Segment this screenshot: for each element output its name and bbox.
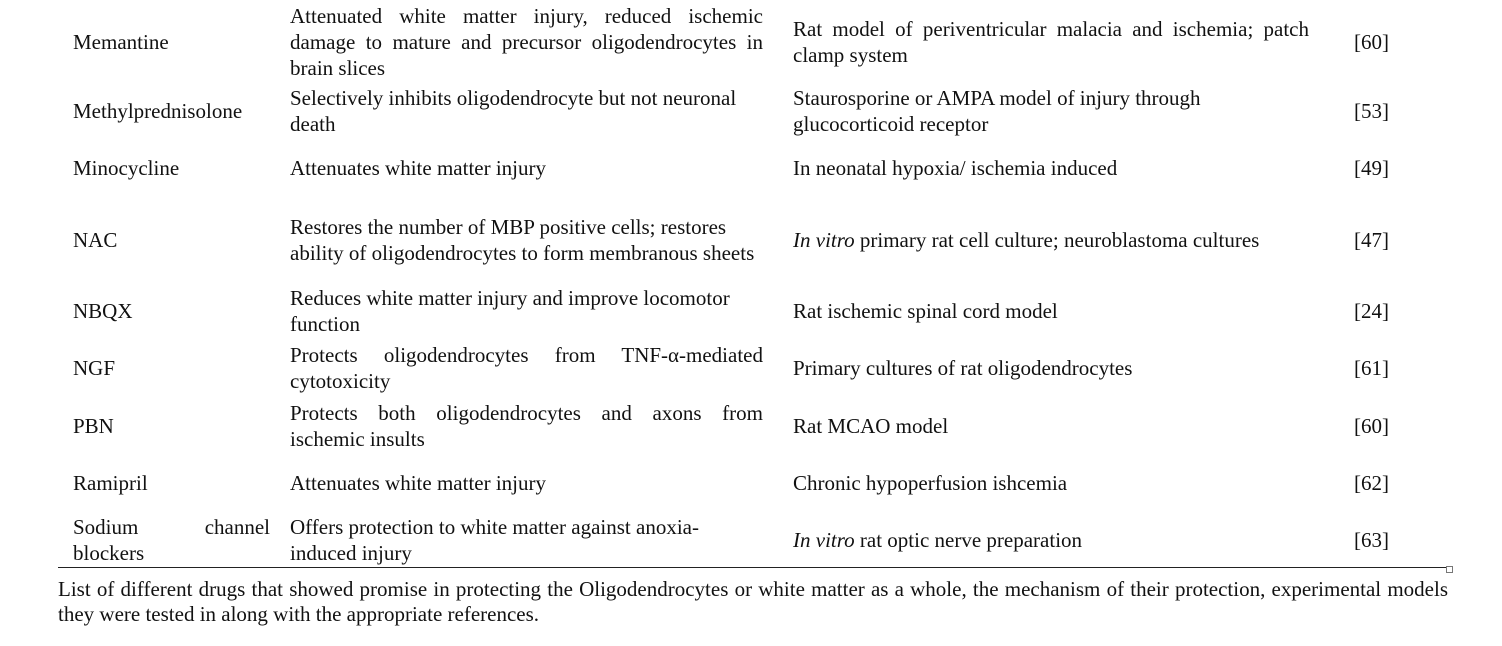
table-row (58, 454, 1448, 511)
drug-name: NBQX (73, 299, 133, 323)
drug-name: NGF (73, 356, 116, 380)
reference-cell: [60] (1354, 29, 1389, 54)
model-cell (791, 397, 1349, 454)
table-row (58, 139, 1448, 196)
drug-name: Memantine (73, 29, 169, 54)
table-row (58, 0, 1448, 83)
table-end-marker (1446, 566, 1453, 573)
table-row (58, 397, 1448, 454)
model-text: primary rat cell culture; neuroblastoma cultures (854, 227, 1260, 252)
model-text: Rat ischemic spinal cord model (793, 299, 1058, 323)
model-italic: In vitro (793, 227, 855, 252)
drug-name: NAC (73, 227, 118, 252)
model-cell (791, 511, 1349, 568)
drug-table (58, 0, 1448, 568)
mechanism-cell: Protects oligodendrocytes from TNF-α-mediated cytotoxicity (290, 343, 763, 393)
mechanism-cell: Restores the number of MBP positive cells; restores ability of oligodendrocytes to form membranous sheets (290, 214, 755, 265)
table-row (58, 511, 1448, 568)
reference-cell: [47] (1354, 227, 1389, 252)
model-italic: In vitro (793, 527, 855, 552)
table-bottom-rule (58, 567, 1450, 568)
drug-name: Ramipril (73, 470, 148, 495)
model-text: Staurosporine or AMPA model of injury through glucocorticoid receptor (793, 86, 1201, 136)
mechanism-cell: Selectively inhibits oligodendrocyte but not neuronal death (290, 86, 737, 136)
model-cell (791, 339, 1349, 397)
drug-name: PBN (73, 413, 114, 438)
reference-cell: [49] (1354, 155, 1389, 180)
mechanism-cell: Attenuated white matter injury, reduced ischemic damage to mature and precursor oligodendrocytes in brain slices (290, 3, 763, 80)
table-row (58, 196, 1448, 283)
reference-cell: [24] (1354, 299, 1389, 323)
model-text: Chronic hypoperfusion ishcemia (793, 470, 1068, 495)
model-text: Rat MCAO model (793, 413, 949, 438)
table-row (58, 283, 1448, 339)
model-cell (791, 0, 1349, 83)
drug-table-container (58, 0, 1448, 568)
table-row (58, 83, 1448, 139)
model-text: In neonatal hypoxia/ ischemia induced (793, 155, 1118, 180)
reference-cell: [53] (1354, 99, 1389, 123)
model-cell (791, 139, 1349, 196)
model-cell (791, 196, 1349, 283)
drug-name: Minocycline (73, 155, 180, 180)
model-text: Rat model of periventricular malacia and ischemia; patch clamp system (793, 16, 1309, 67)
mechanism-cell: Reduces white matter injury and improve locomotor function (290, 286, 730, 336)
model-cell (791, 454, 1349, 511)
reference-cell: [60] (1354, 413, 1389, 438)
model-text: rat optic nerve preparation (854, 527, 1083, 552)
model-cell (791, 83, 1349, 139)
mechanism-cell: Protects both oligodendrocytes and axons from ischemic insults (290, 400, 763, 451)
mechanism-cell: Attenuates white matter injury (290, 470, 547, 495)
table-caption: List of different drugs that showed promise in protecting the Oligodendrocytes or white matter as a whole, the mechanism of their protection, experimental models they were tested in along with the appropriate references. (58, 577, 1448, 626)
reference-cell: [63] (1354, 527, 1389, 552)
model-cell (791, 283, 1349, 339)
model-text: Primary cultures of rat oligodendrocytes (793, 356, 1133, 380)
mechanism-cell: Offers protection to white matter against anoxia-induced injury (290, 514, 699, 565)
table-row (58, 339, 1448, 397)
drug-name: Sodium channel blockers (73, 514, 270, 565)
reference-cell: [62] (1354, 470, 1389, 495)
drug-name: Methylprednisolone (73, 99, 243, 123)
mechanism-cell: Attenuates white matter injury (290, 155, 547, 180)
reference-cell: [61] (1354, 356, 1389, 380)
